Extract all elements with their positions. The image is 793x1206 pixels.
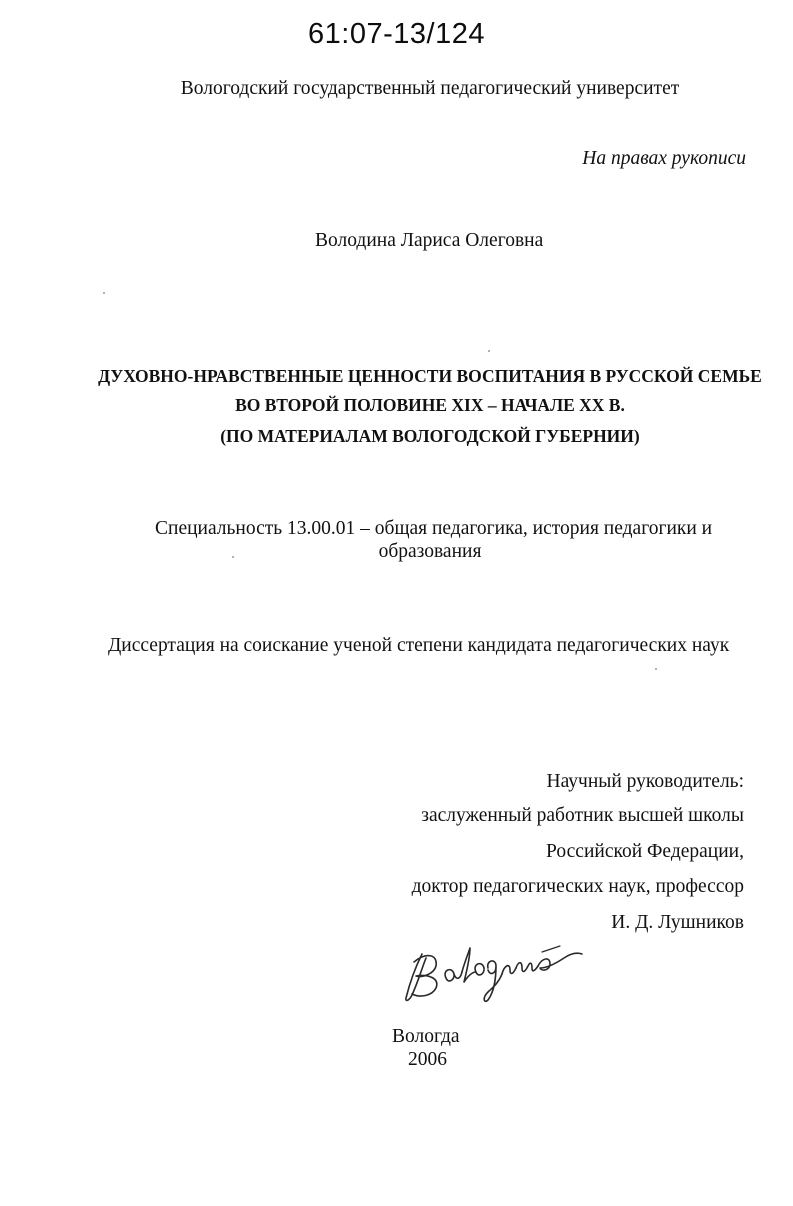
supervisor-heading: Научный руководитель: [546, 771, 744, 792]
scan-speck [103, 292, 105, 294]
supervisor-title-line-2: Российской Федерации, [546, 841, 744, 862]
supervisor-name: И. Д. Лушников [611, 912, 744, 933]
dissertation-title-line-2: ВО ВТОРОЙ ПОЛОВИНЕ XIX – НАЧАЛЕ XX В. [235, 395, 625, 415]
scan-speck [488, 350, 490, 352]
university-name: Вологодский государственный педагогический университет [180, 78, 680, 99]
scan-speck [232, 556, 234, 558]
handwritten-signature [392, 922, 592, 1012]
supervisor-title-line-3: доктор педагогических наук, профессор [411, 876, 744, 897]
dissertation-title-line-3: (ПО МАТЕРИАЛАМ ВОЛОГОДСКОЙ ГУБЕРНИИ) [220, 426, 640, 446]
manuscript-rights-note: На правах рукописи [582, 148, 746, 169]
city: Вологда [392, 1026, 460, 1047]
specialty-line-2: образования [378, 541, 482, 562]
supervisor-title-line-1: заслуженный работник высшей школы [421, 805, 744, 826]
specialty-line-1: Специальность 13.00.01 – общая педагогика, история педагогики и [155, 518, 713, 539]
year: 2006 [408, 1049, 447, 1070]
dissertation-title-line-1: ДУХОВНО-НРАВСТВЕННЫЕ ЦЕННОСТИ ВОСПИТАНИЯ В РУССКОЙ СЕМЬЕ [98, 366, 762, 386]
degree-statement: Диссертация на соискание ученой степени кандидата педагогических наук [108, 635, 730, 656]
author-name: Володина Лариса Олеговна [315, 230, 544, 251]
scan-speck [655, 668, 657, 670]
catalog-number: 61:07-13/124 [308, 18, 485, 50]
